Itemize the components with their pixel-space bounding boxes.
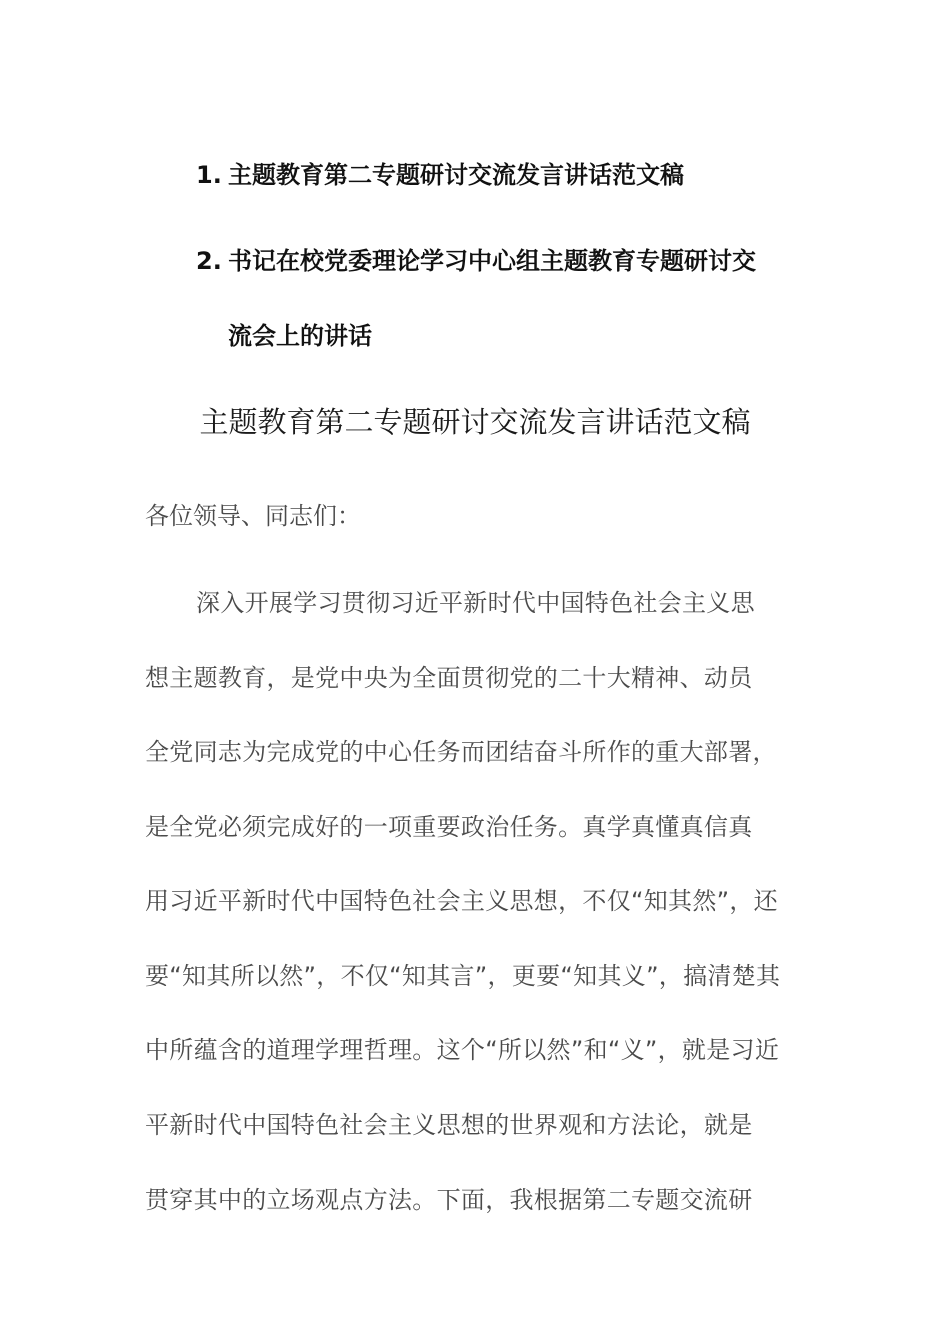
body-line-7: 中所蕴含的道理学理哲理。这个“所以然”和“义”，就是习近: [145, 1036, 780, 1064]
body-line-9: 贯穿其中的立场观点方法。下面，我根据第二专题交流研: [145, 1186, 753, 1214]
body-line-4: 是全党必须完成好的一项重要政治任务。真学真懂真信真: [145, 813, 753, 841]
toc-item-2-continuation[interactable]: 流会上的讲话: [228, 322, 372, 350]
body-line-5: 用习近平新时代中国特色社会主义思想，不仅“知其然”，还: [145, 887, 778, 915]
toc-item-2-number: 2.: [196, 247, 222, 275]
body-line-1: 深入开展学习贯彻习近平新时代中国特色社会主义思: [196, 589, 755, 617]
toc-item-1[interactable]: [196, 155, 806, 190]
toc-item-2[interactable]: [196, 241, 806, 276]
toc-item-1-number: 1.: [196, 161, 222, 189]
toc-item-1-text: 主题教育第二专题研讨交流发言讲话范文稿: [228, 161, 684, 189]
body-line-8: 平新时代中国特色社会主义思想的世界观和方法论，就是: [145, 1111, 753, 1139]
toc-item-2-text: 书记在校党委理论学习中心组主题教育专题研讨交: [228, 247, 756, 275]
body-line-3: 全党同志为完成党的中心任务而团结奋斗所作的重大部署，: [145, 738, 777, 766]
body-line-2: 想主题教育，是党中央为全面贯彻党的二十大精神、动员: [145, 664, 753, 692]
body-line-6: 要“知其所以然”，不仅“知其言”，更要“知其义”，搞清楚其: [145, 962, 781, 990]
salutation: 各位领导、同志们：: [145, 502, 361, 530]
document-title: 主题教育第二专题研讨交流发言讲话范文稿: [199, 405, 751, 439]
